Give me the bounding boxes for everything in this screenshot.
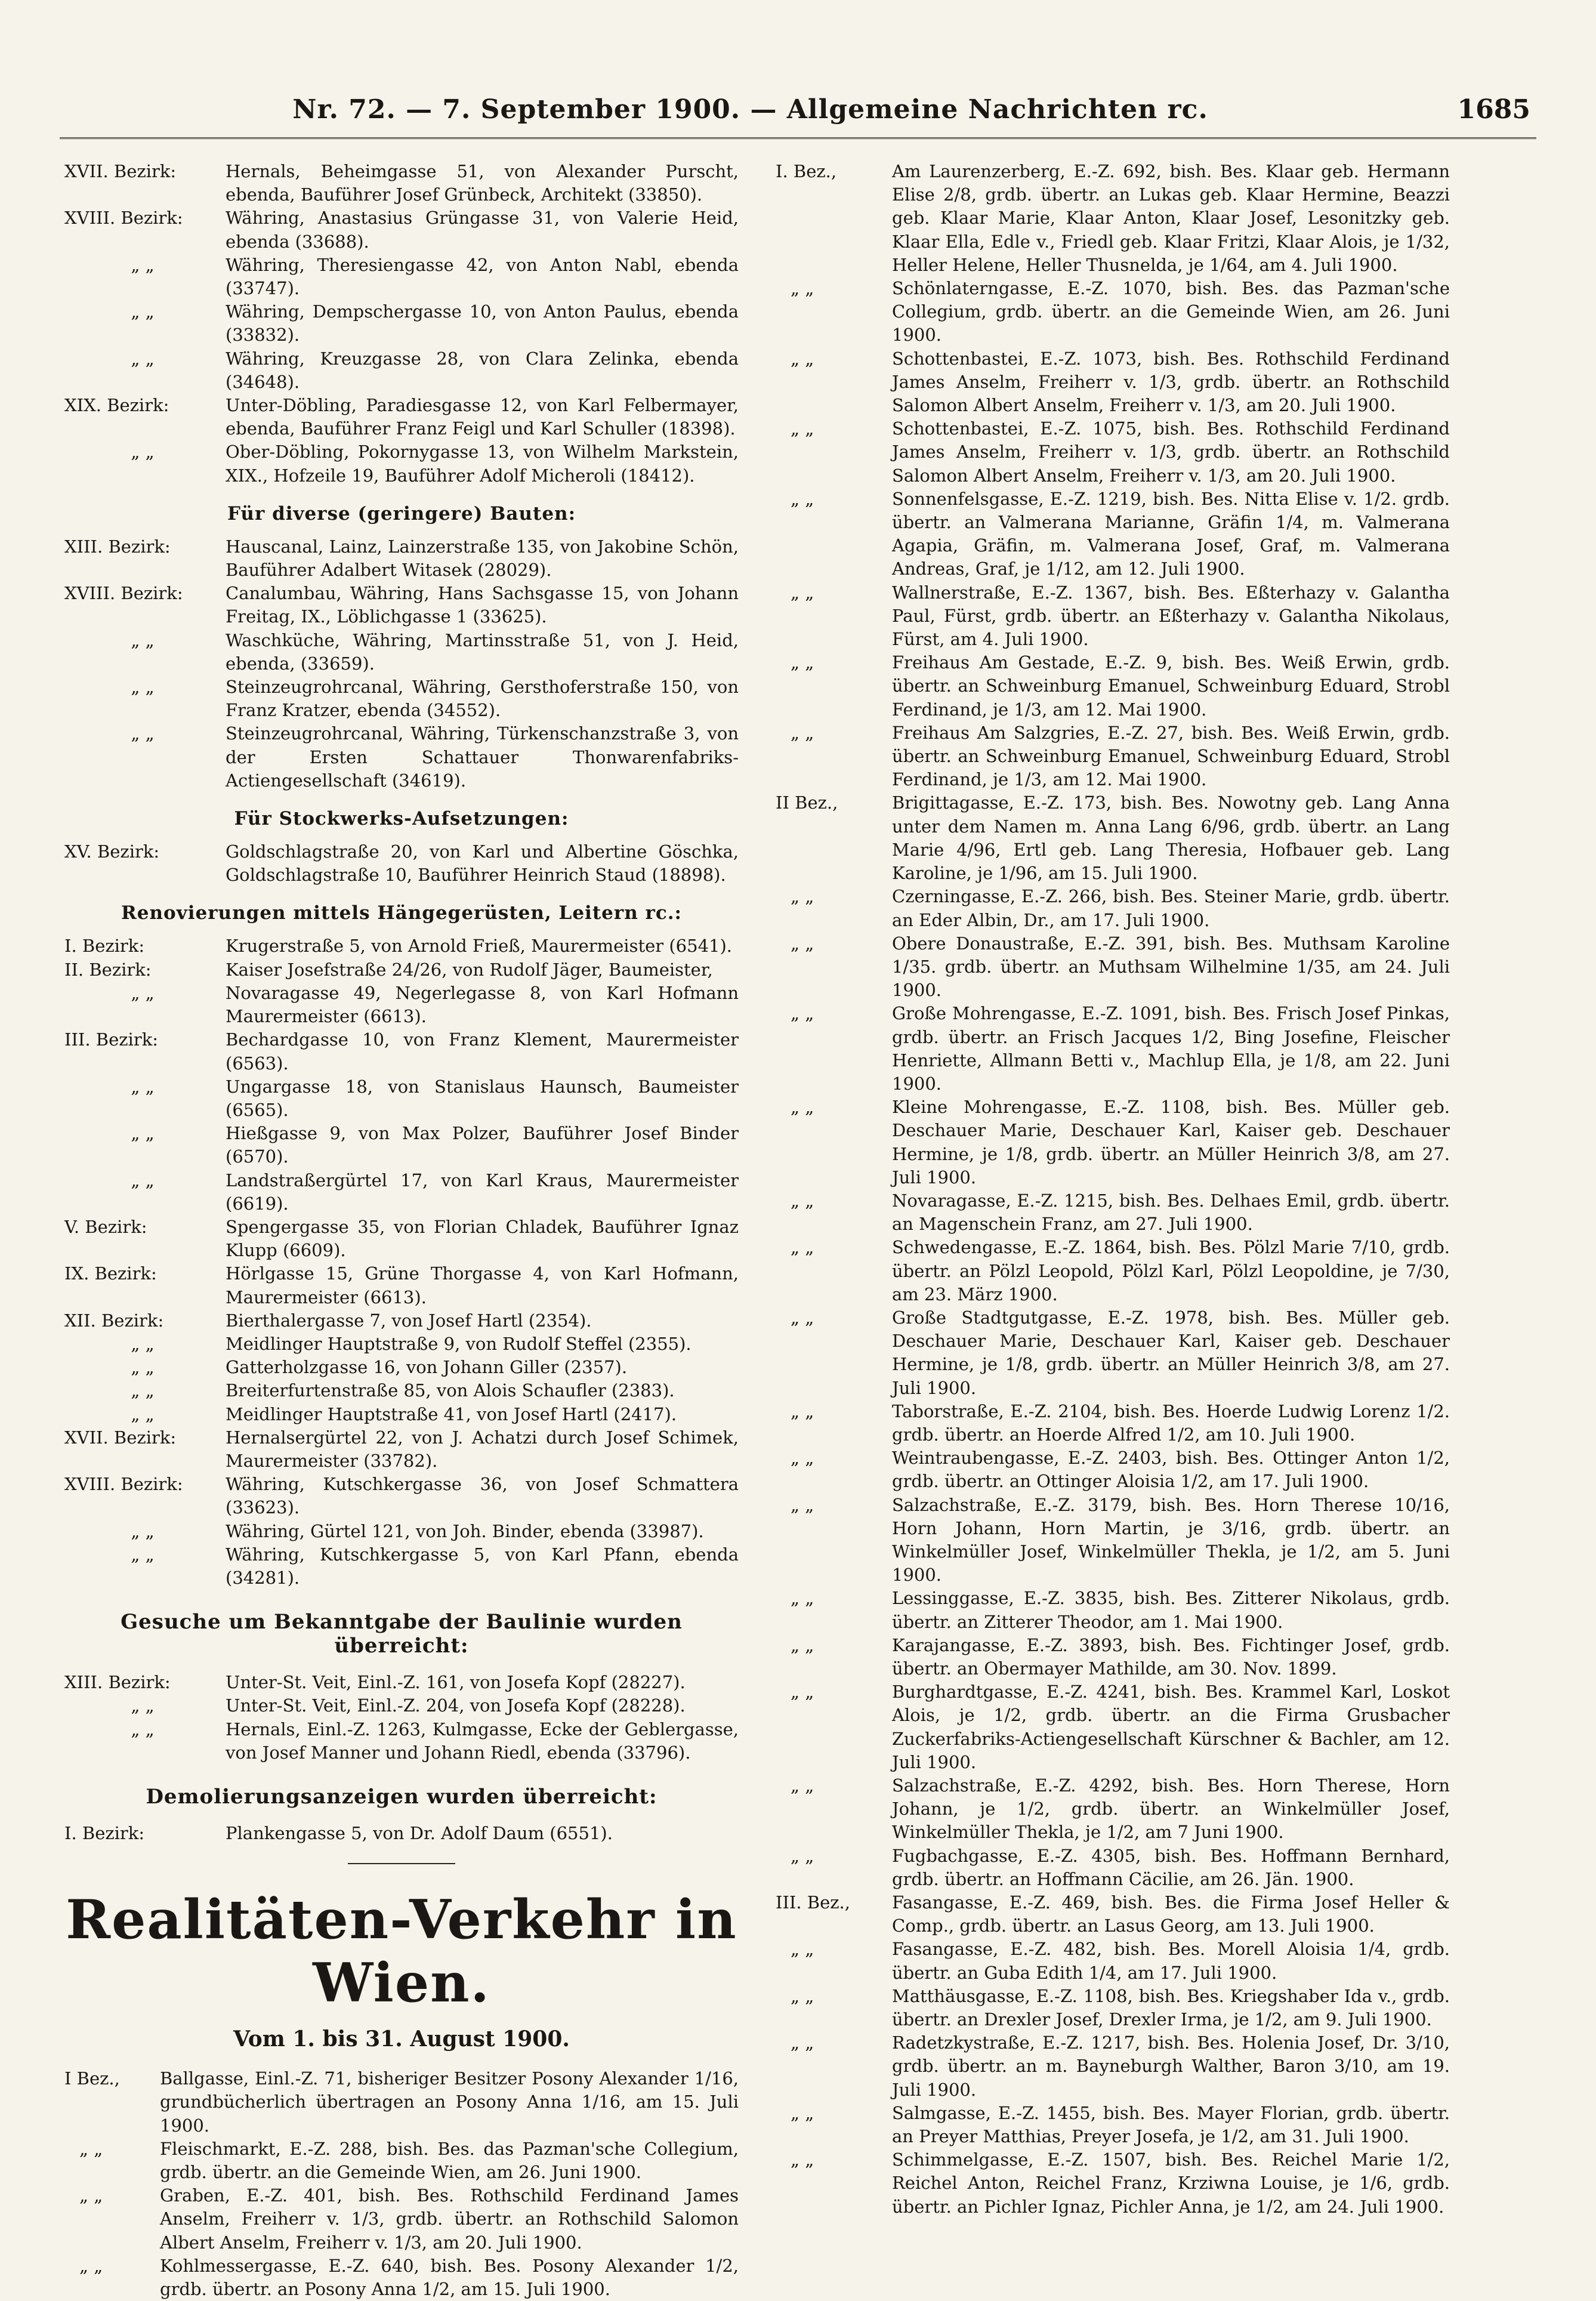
entry-label: III. Bezirk: [64, 1029, 159, 1050]
entry-text: Fasangasse, E.-Z. 482, bish. Bes. Morell Aloisia 1/4, grdb. übertr. an Guba Edith 1/4, am 17. Juli 1900. [892, 1939, 1450, 1983]
entry-label: III. Bez., [776, 1892, 850, 1913]
page-header [60, 90, 1536, 139]
list-item [64, 1473, 739, 1519]
list-item [776, 1400, 1450, 1446]
entry-label: „ „ [791, 2149, 814, 2170]
entry-label: XII. Bezirk: [64, 1310, 164, 1331]
list-item [776, 2031, 1450, 2102]
header-title: Nr. 72. — 7. September 1900. — Allgemeine Nachrichten rc. [292, 94, 1208, 125]
entry-text: Karajangasse, E.-Z. 3893, bish. Bes. Fichtinger Josef, grdb. übertr. an Obermayer Mathilde, am 30. Nov. 1899. [892, 1634, 1450, 1679]
entry-text: Steinzeugrohrcanal, Währing, Türkenschanzstraße 3, von der Ersten Schattauer Thonwarenfabriks-Actiengesellschaft (34619). [226, 723, 739, 791]
entry-label: „ „ [791, 1845, 814, 1866]
entry-text: Kleine Mohrengasse, E.-Z. 1108, bish. Bes. Müller geb. Deschauer Marie, Deschauer Karl, Kaiser geb. Deschauer Hermine, je 1/8, grdb. übertr. an Müller Heinrich 3/8, am 27. Juli 1900. [892, 1097, 1450, 1187]
list-item [776, 791, 1450, 885]
entry-label: „ „ [791, 2032, 814, 2053]
entry-text: Währing, Kreuzgasse 28, von Clara Zelinka, ebenda (34648). [226, 348, 739, 392]
entry-label: „ „ [791, 2102, 814, 2123]
list-item [776, 1938, 1450, 1984]
entry-label: „ „ [791, 1003, 814, 1024]
entry-label: XIII. Bezirk: [64, 536, 171, 557]
entry-text: Kohlmessergasse, E.-Z. 640, bish. Bes. Posony Alexander 1/2, grdb. übertr. an Posony Anna 1/2, am 15. Juli 1900. [160, 2255, 739, 2300]
entry-label: II Bez., [776, 792, 838, 813]
list-item [64, 934, 739, 958]
list-item [776, 885, 1450, 931]
list-item [64, 300, 739, 347]
entry-label: „ „ [131, 301, 155, 322]
entry-text: Hießgasse 9, von Max Polzer, Bauführer Josef Binder (6570). [226, 1123, 739, 1167]
list-item [776, 1587, 1450, 1633]
entry-label: „ „ [791, 418, 814, 439]
list-item [776, 1985, 1450, 2031]
list-item [64, 2067, 739, 2137]
entry-text: Sonnenfelsgasse, E.-Z. 1219, bish. Bes. Nitta Elise v. 1/2. grdb. übertr. an Valmerana Marianne, Gräfin 1/4, m. Valmerana Agapia, Gräfin, m. Valmerana Josef, Graf, m. Valmerana Andreas, Graf, je 1/12, am 12. Juli 1900. [892, 488, 1450, 579]
entry-text: Wallnerstraße, E.-Z. 1367, bish. Bes. Eßterhazy v. Galantha Paul, Fürst, grdb. übertr. an Eßterhazy v. Galantha Nikolaus, Fürst, am 4. Juli 1900. [892, 582, 1450, 650]
list-item [64, 1309, 739, 1333]
entry-label: „ „ [791, 582, 814, 603]
list-item [64, 1262, 739, 1309]
entry-label: „ „ [791, 652, 814, 673]
right-column [776, 160, 1450, 2219]
entry-text: Meidlinger Hauptstraße 9, von Rudolf Steffel (2355). [226, 1333, 692, 1354]
entry-label: XIX. Bezirk: [64, 395, 169, 416]
entry-text: Novaragasse, E.-Z. 1215, bish. Bes. Delhaes Emil, grdb. übertr. an Magenschein Franz, am 27. Juli 1900. [892, 1190, 1450, 1235]
entry-label: „ „ [131, 442, 155, 462]
entry-label: XVII. Bezirk: [64, 161, 177, 181]
entry-label: „ „ [131, 1719, 155, 1739]
list-item [776, 1002, 1450, 1096]
entry-label: „ „ [131, 1544, 155, 1565]
entry-label: IX. Bezirk: [64, 1263, 157, 1284]
entry-label: „ „ [79, 2255, 103, 2276]
entry-label: I. Bezirk: [64, 1822, 145, 1843]
list-item [64, 1671, 739, 1694]
list-item [776, 417, 1450, 488]
list-item [776, 1494, 1450, 1587]
renovierung-entries [64, 934, 739, 1590]
entry-text: Währing, Theresiengasse 42, von Anton Nabl, ebenda (33747). [226, 254, 739, 299]
entry-text: Währing, Dempschergasse 10, von Anton Paulus, ebenda (33832). [226, 301, 739, 346]
list-item [64, 1520, 739, 1543]
entry-label: „ „ [131, 630, 155, 650]
entry-label: „ „ [131, 723, 155, 744]
entry-text: Obere Donaustraße, E.-Z. 391, bish. Bes. Muthsam Karoline 1/35. grdb. übertr. an Muthsam Wilhelmine 1/35, am 24. Juli 1900. [892, 933, 1450, 1001]
entry-label: „ „ [131, 1520, 155, 1541]
entry-text: Währing, Kutschkergasse 5, von Karl Pfann, ebenda (34281). [226, 1544, 739, 1588]
entry-label: V. Bezirk: [64, 1216, 147, 1237]
list-item [64, 722, 739, 792]
list-item [64, 1403, 739, 1426]
entry-label: „ „ [791, 722, 814, 743]
list-item [64, 676, 739, 722]
entry-text: Große Stadtgutgasse, E.-Z. 1978, bish. Bes. Müller geb. Deschauer Marie, Deschauer Karl, Kaiser geb. Deschauer Hermine, je 1/8, grdb. übertr. an Müller Heinrich 3/8, am 27. Juli 1900. [892, 1307, 1450, 1398]
list-item [776, 581, 1450, 652]
entry-label: XVIII. Bezirk: [64, 1474, 183, 1495]
entry-label: XVIII. Bezirk: [64, 583, 183, 604]
list-item [776, 1189, 1450, 1236]
initial-entries [64, 160, 739, 488]
entry-label: „ „ [791, 1190, 814, 1211]
list-item [64, 206, 739, 253]
list-item [64, 1822, 739, 1845]
entry-text: Fleischmarkt, E.-Z. 288, bish. Bes. das Pazman'sche Collegium, grdb. übertr. an die Gemeinde Wien, am 26. Juni 1900. [160, 2138, 739, 2182]
left-column [64, 160, 739, 2301]
entry-text: Schönlaterngasse, E.-Z. 1070, bish. Bes. das Pazman'sche Collegium, grdb. übertr. an die Gemeinde Wien, am 26. Juni 1900. [892, 278, 1450, 346]
entry-text: Ungargasse 18, von Stanislaus Haunsch, Baumeister (6565). [226, 1076, 739, 1120]
list-item [776, 651, 1450, 721]
entry-label: „ „ [791, 1634, 814, 1655]
entry-label: „ „ [791, 1939, 814, 1960]
entry-text: Czerningasse, E.-Z. 266, bish. Bes. Steiner Marie, grdb. übertr. an Eder Albin, Dr., am 17. Juli 1900. [892, 886, 1450, 930]
entry-text: Radetzkystraße, E.-Z. 1217, bish. Bes. Holenia Josef, Dr. 3/10, grdb. übertr. an m. Bayneburgh Walther, Baron 3/10, am 19. Juli 1900. [892, 2032, 1450, 2100]
entry-label: „ „ [791, 1985, 814, 2006]
entry-label: XVIII. Bezirk: [64, 208, 183, 229]
entry-text: Währing, Kutschkergasse 36, von Josef Schmattera (33623). [226, 1474, 739, 1518]
entry-label: I Bez., [64, 2068, 120, 2089]
entry-label: „ „ [131, 1170, 155, 1190]
list-item [64, 1379, 739, 1402]
entry-text: Salmgasse, E.-Z. 1455, bish. Bes. Mayer Florian, grdb. übertr. an Preyer Matthias, Preyer Josefa, je 1/2, am 31. Juli 1900. [892, 2102, 1450, 2147]
entry-label: „ „ [131, 1333, 155, 1354]
entry-label: „ „ [791, 886, 814, 907]
entry-text: Hernals, Einl.-Z. 1263, Kulmgasse, Ecke der Geblergasse, von Josef Manner und Johann Riedl, ebenda (33796). [226, 1719, 739, 1763]
list-item [776, 1096, 1450, 1189]
entry-label: „ „ [791, 1307, 814, 1328]
entry-text: Salzachstraße, E.-Z. 4292, bish. Bes. Horn Therese, Horn Johann, je 1/2, grdb. übertr. an Winkelmüller Josef, Winkelmüller Thekla, je 1/2, am 7 Juni 1900. [892, 1775, 1450, 1843]
entry-text: Am Laurenzerberg, E.-Z. 692, bish. Bes. Klaar geb. Hermann Elise 2/8, grdb. übertr. an Lukas geb. Klaar Hermine, Beazzi geb. Klaar Marie, Klaar Anton, Klaar Josef, Lesonitzky geb. Klaar Ella, Edle v., Friedl geb. Klaar Fritzi, Klaar Alois, je 1/32, Heller Helene, Heller Thusnelda, je 1/64, am 4. Juli 1900. [892, 161, 1450, 275]
entry-text: Fasangasse, E.-Z. 469, bish. Bes. die Firma Josef Heller & Comp., grdb. übertr. an Lasus Georg, am 13. Juli 1900. [892, 1892, 1450, 1936]
entry-label: XIII. Bezirk: [64, 1672, 171, 1693]
entry-text: Steinzeugrohrcanal, Währing, Gersthoferstraße 150, von Franz Kratzer, ebenda (34552). [226, 677, 739, 721]
entry-label: „ „ [131, 348, 155, 369]
list-item [64, 254, 739, 300]
list-item [64, 2184, 739, 2254]
entry-text: Ballgasse, Einl.-Z. 71, bisheriger Besitzer Posony Alexander 1/16, grundbücherlich übertragen an Posony Anna 1/16, am 15. Juli 1900. [160, 2068, 739, 2136]
entry-text: Schwedengasse, E.-Z. 1864, bish. Bes. Pölzl Marie 7/10, grdb. übertr. an Pölzl Leopold, Pölzl Karl, Pölzl Leopoldine, je 7/30, am 23. März 1900. [892, 1237, 1450, 1304]
list-item [64, 2254, 739, 2301]
list-item [64, 1543, 739, 1590]
list-item [776, 1634, 1450, 1680]
entry-text: Lessinggasse, E.-Z. 3835, bish. Bes. Zitterer Nikolaus, grdb. übertr. an Zitterer Theodor, am 1. Mai 1900. [892, 1588, 1450, 1632]
list-item [776, 1680, 1450, 1774]
entry-text: Spengergasse 35, von Florian Chladek, Bauführer Ignaz Klupp (6609). [226, 1216, 739, 1261]
list-item [64, 1216, 739, 1262]
realitaeten-left-entries [64, 2067, 739, 2301]
entry-text: Taborstraße, E.-Z. 2104, bish. Bes. Hoerde Ludwig Lorenz 1/2. grdb. übertr. an Hoerde Alfred 1/2, am 10. Juli 1900. [892, 1401, 1450, 1445]
list-item [64, 1333, 739, 1356]
entry-label: „ „ [791, 933, 814, 954]
list-item [64, 1718, 739, 1765]
entry-label: „ „ [791, 1448, 814, 1469]
entry-text: Unter-St. Veit, Einl.-Z. 204, von Josefa Kopf (28228). [226, 1695, 686, 1716]
entry-text: Bierthalergasse 7, von Josef Hartl (2354). [226, 1310, 592, 1331]
entry-text: Ober-Döbling, Pokornygasse 13, von Wilhelm Markstein, XIX., Hofzeile 19, Bauführer Adolf Micheroli (18412). [226, 442, 739, 486]
list-item [776, 1891, 1450, 1938]
list-item [776, 2102, 1450, 2148]
entry-label: „ „ [131, 677, 155, 698]
entry-text: Brigittagasse, E.-Z. 173, bish. Bes. Nowotny geb. Lang Anna unter dem Namen m. Anna Lang 6/96, grdb. übertr. an Lang Marie 4/96, Ertl geb. Lang Theresia, Hofbauer geb. Lang Karoline, je 1/96, am 15. Juli 1900. [892, 792, 1450, 884]
entry-text: Währing, Anastasius Grüngasse 31, von Valerie Heid, ebenda (33688). [226, 208, 739, 252]
list-item [64, 440, 739, 487]
entry-label: „ „ [131, 1380, 155, 1401]
entry-label: „ „ [791, 1237, 814, 1258]
entry-label: I. Bezirk: [64, 936, 145, 957]
entry-text: Schottenbastei, E.-Z. 1075, bish. Bes. Rothschild Ferdinand James Anselm, Freiherr v. 1/3, grdb. übertr. an Rothschild Salomon Albert Anselm, Freiherr v. 1/3, am 20. Juli 1900. [892, 418, 1450, 486]
divider-rule [348, 1863, 455, 1864]
entry-text: Hauscanal, Lainz, Lainzerstraße 135, von Jakobine Schön, Bauführer Adalbert Witasek (28029). [226, 536, 739, 581]
entry-label: II. Bezirk: [64, 959, 152, 980]
entry-text: Canalumbau, Währing, Hans Sachsgasse 15, von Johann Freitag, IX., Löblichgasse 1 (33625). [226, 583, 739, 627]
entry-label: „ „ [791, 1775, 814, 1796]
list-item [64, 840, 739, 887]
section-heading-renovierungen: Renovierungen mittels Hängegerüsten, Leitern rc.: [121, 902, 682, 924]
realitaeten-right-entries [776, 160, 1450, 2219]
entry-label: XVII. Bezirk: [64, 1427, 177, 1448]
list-item [64, 982, 739, 1028]
entry-text: Breiterfurtenstraße 85, von Alois Schaufler (2383). [226, 1380, 675, 1401]
list-item [64, 1028, 739, 1075]
entry-text: Währing, Gürtel 121, von Joh. Binder, ebenda (33987). [226, 1520, 704, 1541]
section-heading-demolierung: Demolierungsanzeigen wurden überreicht: [146, 1784, 657, 1809]
entry-label: „ „ [791, 488, 814, 509]
list-item [776, 1306, 1450, 1400]
list-item [64, 1426, 739, 1473]
entry-label: „ „ [791, 1588, 814, 1609]
list-item [64, 629, 739, 676]
list-item [64, 1694, 739, 1717]
list-item [776, 160, 1450, 277]
stockwerk-entries [64, 840, 739, 887]
list-item [64, 1356, 739, 1379]
list-item [64, 1122, 739, 1168]
entry-text: Landstraßergürtel 17, von Karl Kraus, Maurermeister (6619). [226, 1170, 739, 1214]
entry-text: Burghardtgasse, E.-Z. 4241, bish. Bes. Krammel Karl, Loskot Alois, je 1/2, grdb. übertr. an die Firma Grusbacher Zuckerfabriks-Actiengesellschaft Kürschner & Bachler, am 12. Juli 1900. [892, 1682, 1450, 1772]
list-item [64, 347, 739, 394]
entry-text: Schottenbastei, E.-Z. 1073, bish. Bes. Rothschild Ferdinand James Anselm, Freiherr v. 1/3, grdb. übertr. an Rothschild Salomon Albert Anselm, Freiherr v. 1/3, am 20. Juli 1900. [892, 348, 1450, 416]
entry-text: Meidlinger Hauptstraße 41, von Josef Hartl (2417). [226, 1404, 677, 1424]
entry-label: „ „ [791, 348, 814, 369]
entry-label: I. Bez., [776, 161, 837, 181]
entry-text: Unter-Döbling, Paradiesgasse 12, von Karl Felbermayer, ebenda, Bauführer Franz Feigl und Karl Schuller (18398). [226, 395, 739, 439]
entry-label: „ „ [79, 2138, 103, 2159]
list-item [64, 160, 739, 206]
baulinie-entries [64, 1671, 739, 1765]
list-item [776, 721, 1450, 792]
list-item [64, 958, 739, 982]
entry-text: Graben, E.-Z. 401, bish. Bes. Rothschild Ferdinand James Anselm, Freiherr v. 1/3, grdb. übertr. an Rothschild Salomon Albert Anselm, Freiherr v. 1/3, am 20. Juli 1900. [160, 2185, 739, 2253]
entry-label: „ „ [131, 1357, 155, 1378]
entry-text: Goldschlagstraße 20, von Karl und Albertine Göschka, Goldschlagstraße 10, Bauführer Heinrich Staud (18898). [226, 841, 739, 886]
entry-text: Novaragasse 49, Negerlegasse 8, von Karl Hofmann Maurermeister (6613). [226, 982, 739, 1027]
entry-label: XV. Bezirk: [64, 841, 160, 862]
entry-text: Freihaus Am Gestade, E.-Z. 9, bish. Bes. Weiß Erwin, grdb. übertr. an Schweinburg Emanuel, Schweinburg Eduard, Strobl Ferdinand, je 1/3, am 12. Mai 1900. [892, 652, 1450, 720]
list-item [776, 932, 1450, 1003]
entry-text: Krugerstraße 5, von Arnold Frieß, Maurermeister (6541). [226, 936, 733, 957]
entry-text: Bechardgasse 10, von Franz Klement, Maurermeister (6563). [226, 1029, 739, 1074]
entry-label: „ „ [131, 254, 155, 275]
entry-label: „ „ [791, 1401, 814, 1421]
list-item [776, 488, 1450, 581]
list-item [776, 1774, 1450, 1844]
entry-label: „ „ [131, 1123, 155, 1144]
list-item [776, 2148, 1450, 2219]
entry-label: „ „ [131, 1695, 155, 1716]
entry-text: Waschküche, Währing, Martinsstraße 51, von J. Heid, ebenda, (33659). [226, 630, 739, 674]
entry-text: Hernals, Beheimgasse 51, von Alexander Purscht, ebenda, Bauführer Josef Grünbeck, Architekt (33850). [226, 161, 739, 205]
diverse-entries [64, 535, 739, 792]
list-item [776, 347, 1450, 418]
entry-text: Salzachstraße, E.-Z. 3179, bish. Bes. Horn Therese 10/16, Horn Johann, Horn Martin, je 3/16, grdb. übertr. an Winkelmüller Josef, Winkelmüller Thekla, je 1/2, am 5. Juni 1900. [892, 1494, 1450, 1586]
entry-label: „ „ [791, 1097, 814, 1118]
section-heading-stockwerk: Für Stockwerks-Aufsetzungen: [234, 808, 569, 830]
entry-text: Plankengasse 5, von Dr. Adolf Daum (6551). [226, 1822, 613, 1843]
list-item [776, 1236, 1450, 1306]
entry-text: Matthäusgasse, E.-Z. 1108, bish. Bes. Kriegshaber Ida v., grdb. übertr. an Drexler Josef, Drexler Irma, je 1/2, am 9. Juli 1900. [892, 1985, 1450, 2030]
entry-label: „ „ [131, 1076, 155, 1097]
entry-label: „ „ [79, 2185, 103, 2206]
entry-text: Unter-St. Veit, Einl.-Z. 161, von Josefa Kopf (28227). [226, 1672, 686, 1693]
list-item [64, 582, 739, 628]
entry-text: Weintraubengasse, E.-Z. 2403, bish. Bes. Ottinger Anton 1/2, grdb. übertr. an Ottinger Aloisia 1/2, am 17. Juli 1900. [892, 1448, 1450, 1492]
list-item [64, 535, 739, 582]
realitaeten-title: Realitäten-Verkehr in Wien. [66, 1888, 737, 2015]
entry-label: „ „ [131, 982, 155, 1003]
entry-text: Hernalsergürtel 22, von J. Achatzi durch Josef Schimek, Maurermeister (33782). [226, 1427, 739, 1471]
list-item [64, 2137, 739, 2184]
realitaeten-subtitle: Vom 1. bis 31. August 1900. [233, 2027, 570, 2052]
list-item [776, 1844, 1450, 1891]
demolierung-entries [64, 1822, 739, 1845]
entry-text: Fugbachgasse, E.-Z. 4305, bish. Bes. Hoffmann Bernhard, grdb. übertr. an Hoffmann Cäcilie, am 26. Jän. 1900. [892, 1845, 1450, 1889]
entry-text: Hörlgasse 15, Grüne Thorgasse 4, von Karl Hofmann, Maurermeister (6613). [226, 1263, 739, 1307]
entry-text: Freihaus Am Salzgries, E.-Z. 27, bish. Bes. Weiß Erwin, grdb. übertr. an Schweinburg Emanuel, Schweinburg Eduard, Strobl Ferdinand, je 1/3, am 12. Mai 1900. [892, 722, 1450, 790]
entry-label: „ „ [791, 1682, 814, 1702]
page-number: 1685 [1457, 94, 1530, 125]
list-item [64, 394, 739, 440]
list-item [64, 1075, 739, 1122]
section-heading-diverse: Für diverse (geringere) Bauten: [227, 502, 576, 525]
entry-text: Gatterholzgasse 16, von Johann Giller (2357). [226, 1357, 628, 1378]
entry-label: „ „ [791, 1494, 814, 1515]
section-heading-baulinie: Gesuche um Bekanntgabe der Baulinie wurden überreicht: [121, 1610, 683, 1658]
entry-label: „ „ [131, 1404, 155, 1424]
list-item [64, 1169, 739, 1216]
entry-label: „ „ [791, 278, 814, 299]
entry-text: Große Mohrengasse, E.-Z. 1091, bish. Bes. Frisch Josef Pinkas, grdb. übertr. an Frisch Jacques 1/2, Bing Josefine, Fleischer Henriette, Allmann Betti v., Machlup Ella, je 1/8, am 22. Juni 1900. [892, 1003, 1450, 1094]
list-item [776, 1446, 1450, 1493]
entry-text: Kaiser Josefstraße 24/26, von Rudolf Jäger, Baumeister, [226, 959, 713, 980]
list-item [776, 277, 1450, 347]
entry-text: Schimmelgasse, E.-Z. 1507, bish. Bes. Reichel Marie 1/2, Reichel Anton, Reichel Franz, Krziwna Louise, je 1/6, grdb. übertr. an Pichler Ignaz, Pichler Anna, je 1/2, am 24. Juli 1900. [892, 2149, 1450, 2217]
